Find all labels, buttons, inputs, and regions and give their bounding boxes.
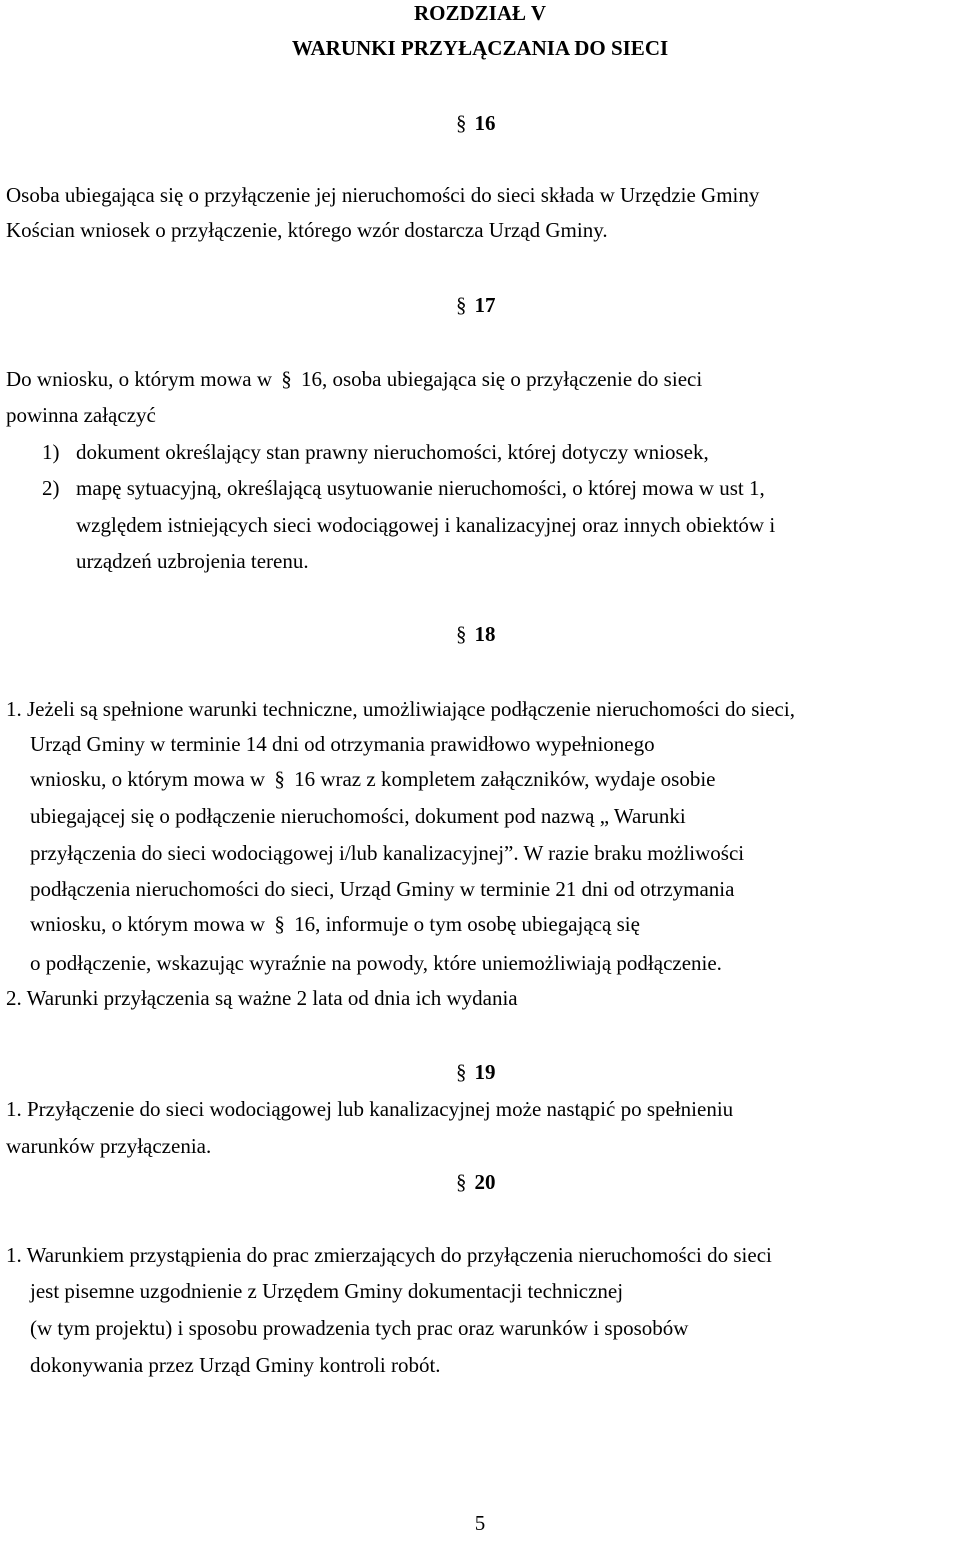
section-17-intro-line-1: Do wniosku, o którym mowa w § 16, osoba ubiegająca się o przyłączenie do sieci bbox=[6, 367, 703, 391]
section-heading-16 bbox=[456, 113, 556, 134]
section-18-line-3: wniosku, o którym mowa w § 16 wraz z kompletem załączników, wydaje osobie bbox=[30, 767, 716, 791]
section-heading-20 bbox=[456, 1172, 556, 1193]
section-number: 18 bbox=[474, 622, 496, 646]
section-heading-17 bbox=[456, 295, 556, 316]
section-18-line-6: podłączenia nieruchomości do sieci, Urząd Gminy w terminie 21 dni od otrzymania bbox=[30, 877, 735, 901]
section-20-line-2: jest pisemne uzgodnienie z Urzędem Gminy dokumentacji technicznej bbox=[30, 1279, 624, 1303]
section-16-line-1: Osoba ubiegająca się o przyłączenie jej nieruchomości do sieci składa w Urzędzie Gminy bbox=[6, 183, 760, 207]
section-symbol-icon: § bbox=[456, 1060, 467, 1084]
section-20-line-4: dokonywania przez Urząd Gminy kontroli robót. bbox=[30, 1353, 441, 1377]
section-number: 16 bbox=[474, 111, 496, 135]
section-heading-18 bbox=[456, 624, 556, 645]
section-symbol-icon: § bbox=[274, 912, 285, 936]
section-number: 17 bbox=[474, 293, 496, 317]
section-symbol-icon: § bbox=[456, 293, 467, 317]
section-symbol-icon: § bbox=[281, 367, 292, 391]
section-symbol-icon: § bbox=[456, 1170, 467, 1194]
section-20-line-1: 1. Warunkiem przystąpienia do prac zmierzających do przyłączenia nieruchomości do sieci bbox=[6, 1243, 772, 1267]
list-item-text: urządzeń uzbrojenia terenu. bbox=[76, 549, 309, 573]
chapter-title: ROZDZIAŁ V bbox=[413, 1, 547, 25]
section-20-line-3: (w tym projektu) i sposobu prowadzenia tych prac oraz warunków i sposobów bbox=[30, 1316, 689, 1340]
chapter-subtitle: WARUNKI PRZYŁĄCZANIA DO SIECI bbox=[291, 36, 669, 60]
section-number: 20 bbox=[474, 1170, 496, 1194]
section-18-line-8: o podłączenie, wskazując wyraźnie na powody, które uniemożliwiają podłączenie. bbox=[30, 951, 722, 975]
section-heading-19 bbox=[456, 1062, 556, 1083]
section-symbol-icon: § bbox=[456, 622, 467, 646]
section-16-line-2: Kościan wniosek o przyłączenie, którego wzór dostarcza Urząd Gminy. bbox=[6, 218, 608, 242]
section-symbol-icon: § bbox=[456, 111, 467, 135]
section-19-line-1: 1. Przyłączenie do sieci wodociągowej lub kanalizacyjnej może nastąpić po spełnieniu bbox=[6, 1097, 734, 1121]
list-item-text: względem istniejących sieci wodociągowej i kanalizacyjnej oraz innych obiektów i bbox=[76, 513, 776, 537]
page-number: 5 bbox=[474, 1511, 486, 1535]
section-19-line-2: warunków przyłączenia. bbox=[6, 1134, 212, 1158]
section-number: 19 bbox=[474, 1060, 496, 1084]
section-18-line-7: wniosku, o którym mowa w § 16, informuje o tym osobę ubiegającą się bbox=[30, 912, 640, 936]
section-symbol-icon: § bbox=[274, 767, 285, 791]
section-18-line-4: ubiegającej się o podłączenie nieruchomości, dokument pod nazwą „ Warunki bbox=[30, 804, 686, 828]
list-item-marker: 1) bbox=[42, 440, 60, 464]
list-item-text: mapę sytuacyjną, określającą usytuowanie nieruchomości, o której mowa w ust 1, bbox=[76, 476, 765, 500]
list-item-text: dokument określający stan prawny nieruchomości, której dotyczy wniosek, bbox=[76, 440, 709, 464]
section-17-intro-line-2: powinna załączyć bbox=[6, 403, 156, 427]
section-18-line-9: 2. Warunki przyłączenia są ważne 2 lata od dnia ich wydania bbox=[6, 986, 518, 1010]
section-18-line-1: 1. Jeżeli są spełnione warunki techniczne, umożliwiające podłączenie nieruchomości do sieci, bbox=[6, 697, 795, 721]
section-18-line-2: Urząd Gminy w terminie 14 dni od otrzymania prawidłowo wypełnionego bbox=[30, 732, 655, 756]
list-item-marker: 2) bbox=[42, 476, 60, 500]
section-18-line-5: przyłączenia do sieci wodociągowej i/lub kanalizacyjnej”. W razie braku możliwości bbox=[30, 841, 745, 865]
